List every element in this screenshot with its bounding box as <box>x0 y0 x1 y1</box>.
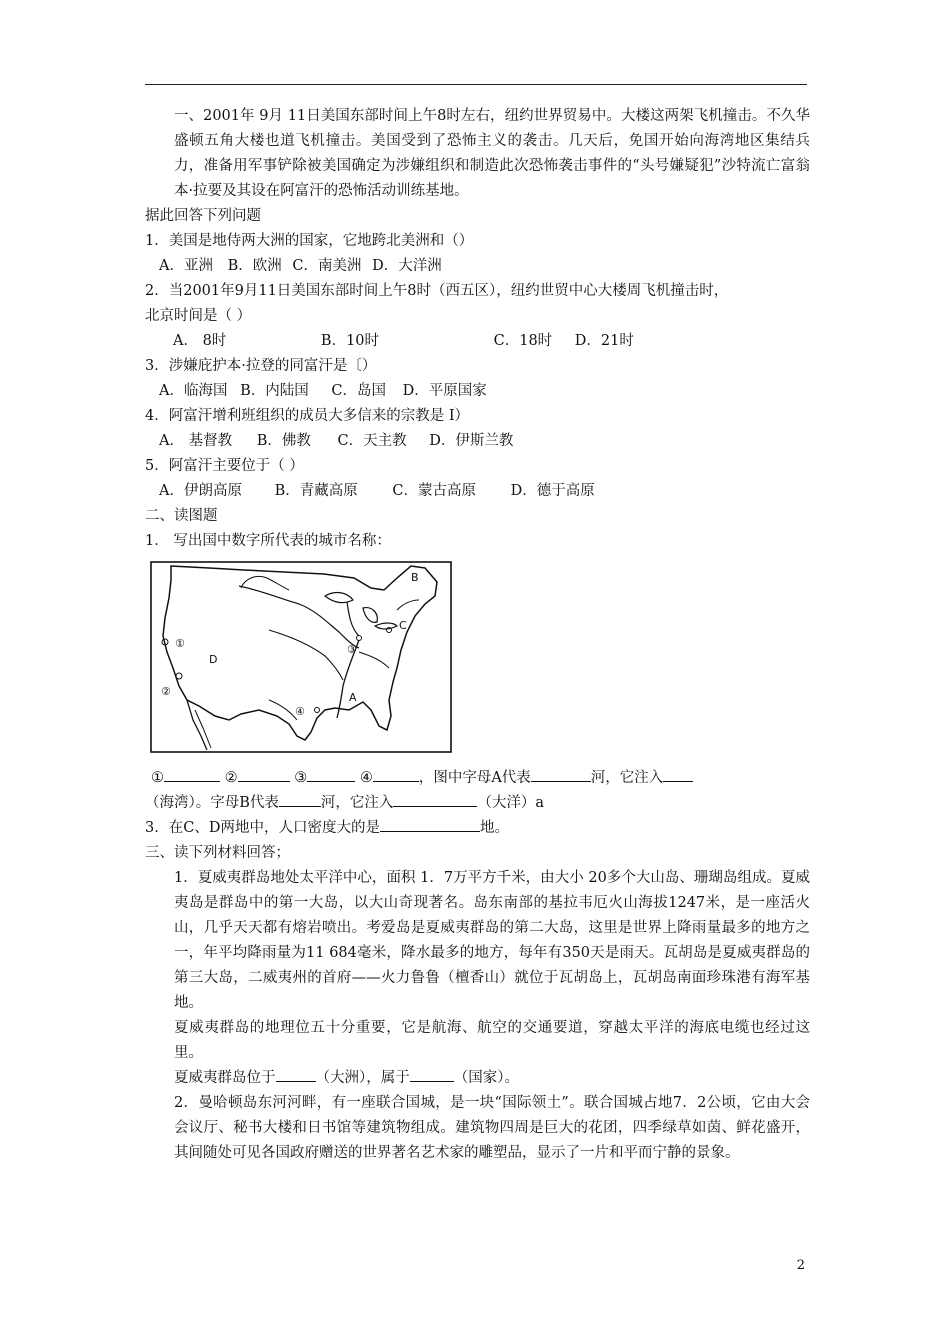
density-question-text: 3．在C、D两地中，人口密度大的是 <box>145 820 380 836</box>
map-label-3: ③ <box>347 643 357 656</box>
blank-density[interactable] <box>380 816 480 832</box>
fill-text-ocean: （大洋）a <box>477 795 545 811</box>
q5-option-c: C．蒙古高原 <box>392 483 476 499</box>
usa-map-figure <box>149 560 454 756</box>
blank-continent[interactable] <box>276 1066 316 1082</box>
q1-option-a: A．亚洲 <box>159 258 213 274</box>
q3-option-b: B．内陆国 <box>240 383 309 399</box>
q2-option-a: A． 8时 <box>173 333 227 349</box>
blank-river-a[interactable] <box>531 766 591 782</box>
blank-ocean[interactable] <box>393 791 477 807</box>
fill-label-4: ④ <box>359 770 373 786</box>
fill-label-3: ③ <box>294 770 308 786</box>
hawaii-position-paragraph: 夏威夷群岛的地理位五十分重要，它是航海、航空的交通要道，穿越太平洋的海底电缆也经过这里。 <box>174 1020 810 1061</box>
blank-gulf[interactable] <box>663 766 693 782</box>
blank-country[interactable] <box>410 1066 454 1082</box>
question-1-options <box>145 254 810 279</box>
prompt-line: 据此回答下列问题 <box>145 208 261 224</box>
blank-city-2[interactable] <box>238 766 290 782</box>
map-label-4: ④ <box>295 705 305 718</box>
hawaii-fill-text-b: （大洲），属于 <box>315 1070 410 1086</box>
q3-option-d: D．平原国家 <box>402 383 487 399</box>
usa-map-drawing <box>149 560 454 756</box>
intro-paragraph: 一、2001年 9月 11日美国东部时间上午8时左右，纽约世界贸易中。大楼这两架飞机撞击。不久华盛顿五角大楼也道飞机撞击。美国受到了恐怖主义的袭击。几天后，免国开始向海湾地区集结兵力，准备用军事铲除被美国确定为涉嫌组织和制造此次恐怖袭击事件的“头号嫌疑犯”沙特流亡富翁本·拉要及其设在阿富汗的恐怖活动训练基地。 <box>174 108 810 199</box>
blank-river-b[interactable] <box>279 791 321 807</box>
q2-option-b: B．10时 <box>320 333 380 349</box>
q1-option-b: B．欧洲 <box>227 258 282 274</box>
density-question-suffix: 地。 <box>479 820 509 836</box>
hawaii-fill-line <box>145 1066 810 1091</box>
map-label-1: ① <box>175 637 185 650</box>
fill-text-river-a: ，图中字母A代表 <box>418 770 531 786</box>
map-label-c: C <box>399 619 407 632</box>
fill-label-2: ② <box>224 770 238 786</box>
density-question <box>145 816 810 841</box>
document-body <box>145 104 810 1166</box>
q1-option-d: D．大洋洲 <box>372 258 442 274</box>
question-2: 2．当2001年9月11日美国东部时间上午8时（西五区），纽约世贸中心大楼周飞机撞击时， <box>145 283 729 299</box>
q3-option-c: C．岛国 <box>331 383 386 399</box>
question-4: 4．阿富汗增利班组织的成员大多信来的宗教是 I） <box>145 408 470 424</box>
question-4-options <box>145 429 810 454</box>
hawaii-fill-text-a: 夏威夷群岛位于 <box>174 1070 276 1086</box>
header-rule <box>145 84 807 85</box>
question-3-options <box>145 379 810 404</box>
q4-option-b: B．佛教 <box>256 433 311 449</box>
question-1: 1．美国是地侍两大洲的国家，它地跨北美洲和（） <box>145 233 474 249</box>
map-fill-line-1 <box>145 766 810 791</box>
q5-option-d: D．德于高原 <box>510 483 595 499</box>
question-5-options <box>145 479 810 504</box>
hawaii-fill-text-c: （国家）。 <box>453 1070 519 1086</box>
map-question: 1． 写出国中数字所代表的城市名称： <box>145 533 391 549</box>
q5-option-a: A．伊朗高原 <box>159 483 242 499</box>
map-fill-line-2 <box>145 791 810 816</box>
map-label-d: D <box>209 653 218 666</box>
hawaii-paragraph: 1．夏威夷群岛地处太平洋中心，面积 1．7万平方千米，由大小 20多个大山岛、珊瑚岛组成。夏威夷岛是群岛中的第一大岛，以大山奇现著名。岛东南部的基拉韦厄火山海拔1247米，是一座活火山，几乎天天都有熔岩喷出。考爱岛是夏威夷群岛的第二大岛，这里是世界上降雨量最多的地方之一，年平均降雨量为11 684毫米，降水最多的地方，每年有350天是雨天。瓦胡岛是夏威夷群岛的第三大岛，二威夷州的首府——火力鲁鲁（檀香山）就位于瓦胡岛上，瓦胡岛南面珍珠港有海军基地。 <box>174 870 810 1011</box>
q2-option-c: C．18时 <box>493 333 553 349</box>
blank-city-1[interactable] <box>164 766 220 782</box>
q1-option-c: C．南美洲 <box>292 258 362 274</box>
section-2-heading: 二、读图题 <box>145 508 218 524</box>
page-number: 2 <box>796 1258 805 1273</box>
section-3-heading: 三、读下列材料回答； <box>145 845 290 861</box>
fill-text-flows-into: 河，它注入 <box>590 770 664 786</box>
question-5: 5．阿富汗主要位于（ ） <box>145 458 304 474</box>
question-2-cont: 北京时间是（ ） <box>145 308 252 324</box>
fill-label-1: ① <box>151 770 164 786</box>
un-city-paragraph: 2．曼哈顿岛东河河畔，有一座联合国城，是一块“国际领土”。联合国城占地7．2公顷，它由大会会议厅、秘书大楼和日书馆等建筑物组成。建筑物四周是巨大的花团，四季绿草如茵、鲜花盛开，其间随处可见各国政府赠送的世界著名艺术家的雕塑品，显示了一片和平而宁静的景象。 <box>174 1095 810 1161</box>
blank-city-3[interactable] <box>307 766 355 782</box>
map-label-2: ② <box>161 685 171 698</box>
q2-option-d: D．21时 <box>574 333 634 349</box>
fill-text-flows-into-2: 河，它注入 <box>320 795 394 811</box>
q5-option-b: B．青藏高原 <box>274 483 358 499</box>
q4-option-a: A． 基督教 <box>159 433 233 449</box>
question-3: 3．涉嫌庇护本·拉登的同富汗是〔） <box>145 358 377 374</box>
blank-city-4[interactable] <box>373 766 419 782</box>
fill-text-river-b: （海湾）。字母B代表 <box>145 795 279 811</box>
map-label-b: B <box>411 571 419 584</box>
map-label-a: A <box>349 691 357 704</box>
question-2-options <box>145 329 810 354</box>
q4-option-d: D．伊斯兰教 <box>429 433 514 449</box>
q3-option-a: A．临海国 <box>159 383 228 399</box>
q4-option-c: C．天主教 <box>337 433 407 449</box>
